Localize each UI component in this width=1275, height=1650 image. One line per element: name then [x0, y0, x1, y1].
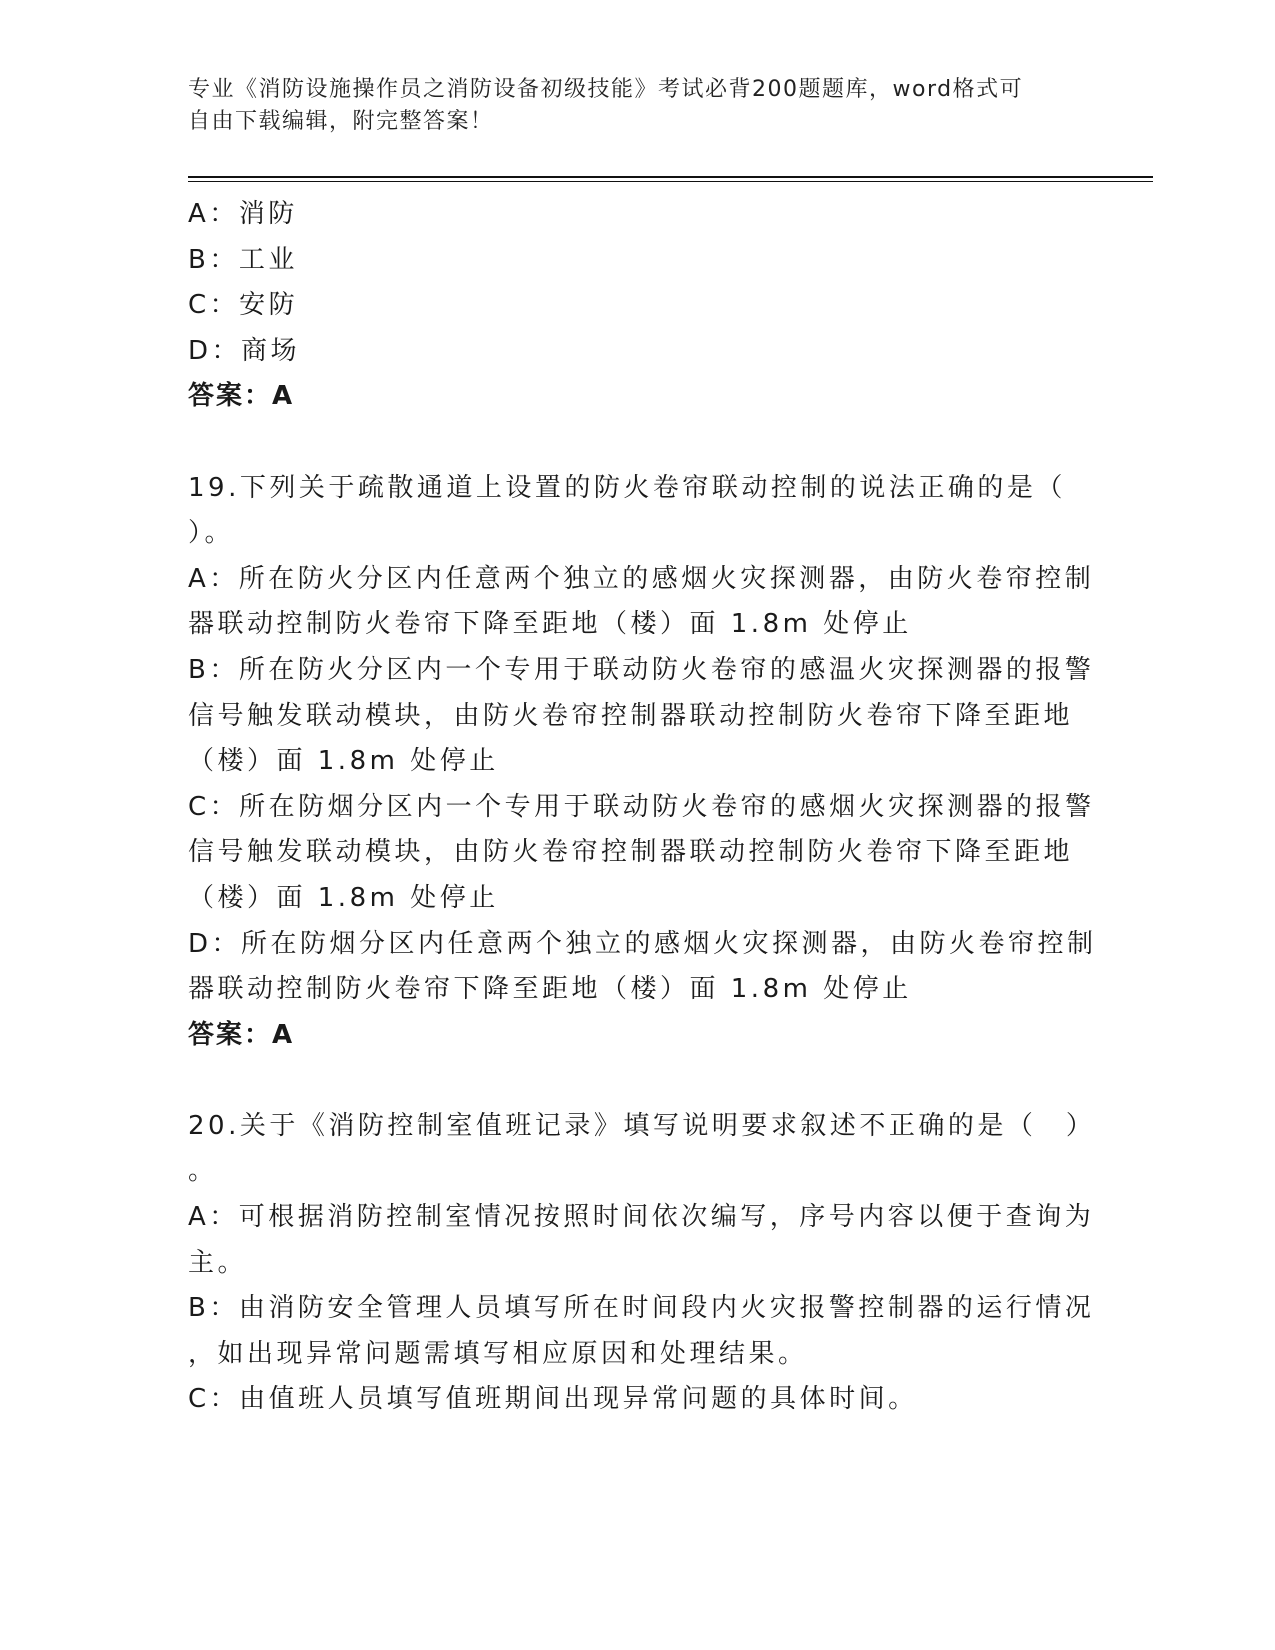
option-b: B：工业 — [188, 244, 298, 275]
option-b-line-1: B：所在防火分区内一个专用于联动防火卷帘的感温火灾探测器的报警 — [188, 654, 1095, 685]
question-19 — [188, 466, 1097, 1059]
question-20 — [188, 1104, 1096, 1423]
question-20-stem-line-2: 。 — [188, 1156, 218, 1187]
question-19-stem-line-1: 19.下列关于疏散通道上设置的防火卷帘联动控制的说法正确的是（ — [188, 472, 1066, 503]
option-c: C：由值班人员填写值班期间出现异常问题的具体时间。 — [188, 1384, 918, 1415]
option-b-line-1: B：由消防安全管理人员填写所在时间段内火灾报警控制器的运行情况 — [188, 1293, 1095, 1324]
header-line-2: 自由下载编辑，附完整答案！ — [188, 109, 494, 134]
option-b-line-2: ，如出现异常问题需填写相应原因和处理结果。 — [188, 1338, 808, 1369]
answer-19: 答案：A — [188, 1019, 295, 1050]
header-divider-thin — [188, 181, 1153, 182]
document-header — [188, 74, 1088, 138]
spacer — [188, 1058, 1073, 1104]
header-divider-thick — [188, 176, 1153, 178]
spacer — [188, 420, 1073, 466]
option-d-line-2: 器联动控制防火卷帘下降至距地（楼）面 1.8m 处停止 — [188, 974, 912, 1005]
option-d: D：商场 — [188, 335, 301, 366]
answer-18: 答案：A — [188, 381, 295, 412]
option-a-line-1: A：可根据消防控制室情况按照时间依次编写，序号内容以便于查询为 — [188, 1202, 1095, 1233]
document-body — [188, 192, 1097, 1423]
option-c-line-2: 信号触发联动模块，由防火卷帘控制器联动控制防火卷帘下降至距地 — [188, 837, 1074, 868]
question-18-tail — [188, 192, 1073, 420]
option-c-line-3: （楼）面 1.8m 处停止 — [188, 882, 499, 913]
option-a-line-1: A：所在防火分区内任意两个独立的感烟火灾探测器，由防火卷帘控制 — [188, 563, 1095, 594]
option-a-line-2: 器联动控制防火卷帘下降至距地（楼）面 1.8m 处停止 — [188, 609, 912, 640]
header-line-1: 专业《消防设施操作员之消防设备初级技能》考试必背200题题库，word格式可 — [188, 77, 1024, 102]
option-c: C：安防 — [188, 290, 299, 321]
option-a: A：消防 — [188, 199, 298, 229]
question-20-stem-line-1: 20.关于《消防控制室值班记录》填写说明要求叙述不正确的是（ ） — [188, 1110, 1096, 1141]
option-c-line-1: C：所在防烟分区内一个专用于联动防火卷帘的感烟火灾探测器的报警 — [188, 791, 1095, 822]
question-19-stem-line-2: ）。 — [188, 518, 235, 549]
option-a-line-2: 主。 — [188, 1247, 248, 1278]
option-b-line-3: （楼）面 1.8m 处停止 — [188, 746, 499, 777]
option-d-line-1: D：所在防烟分区内任意两个独立的感烟火灾探测器，由防火卷帘控制 — [188, 928, 1097, 959]
option-b-line-2: 信号触发联动模块，由防火卷帘控制器联动控制防火卷帘下降至距地 — [188, 700, 1074, 731]
